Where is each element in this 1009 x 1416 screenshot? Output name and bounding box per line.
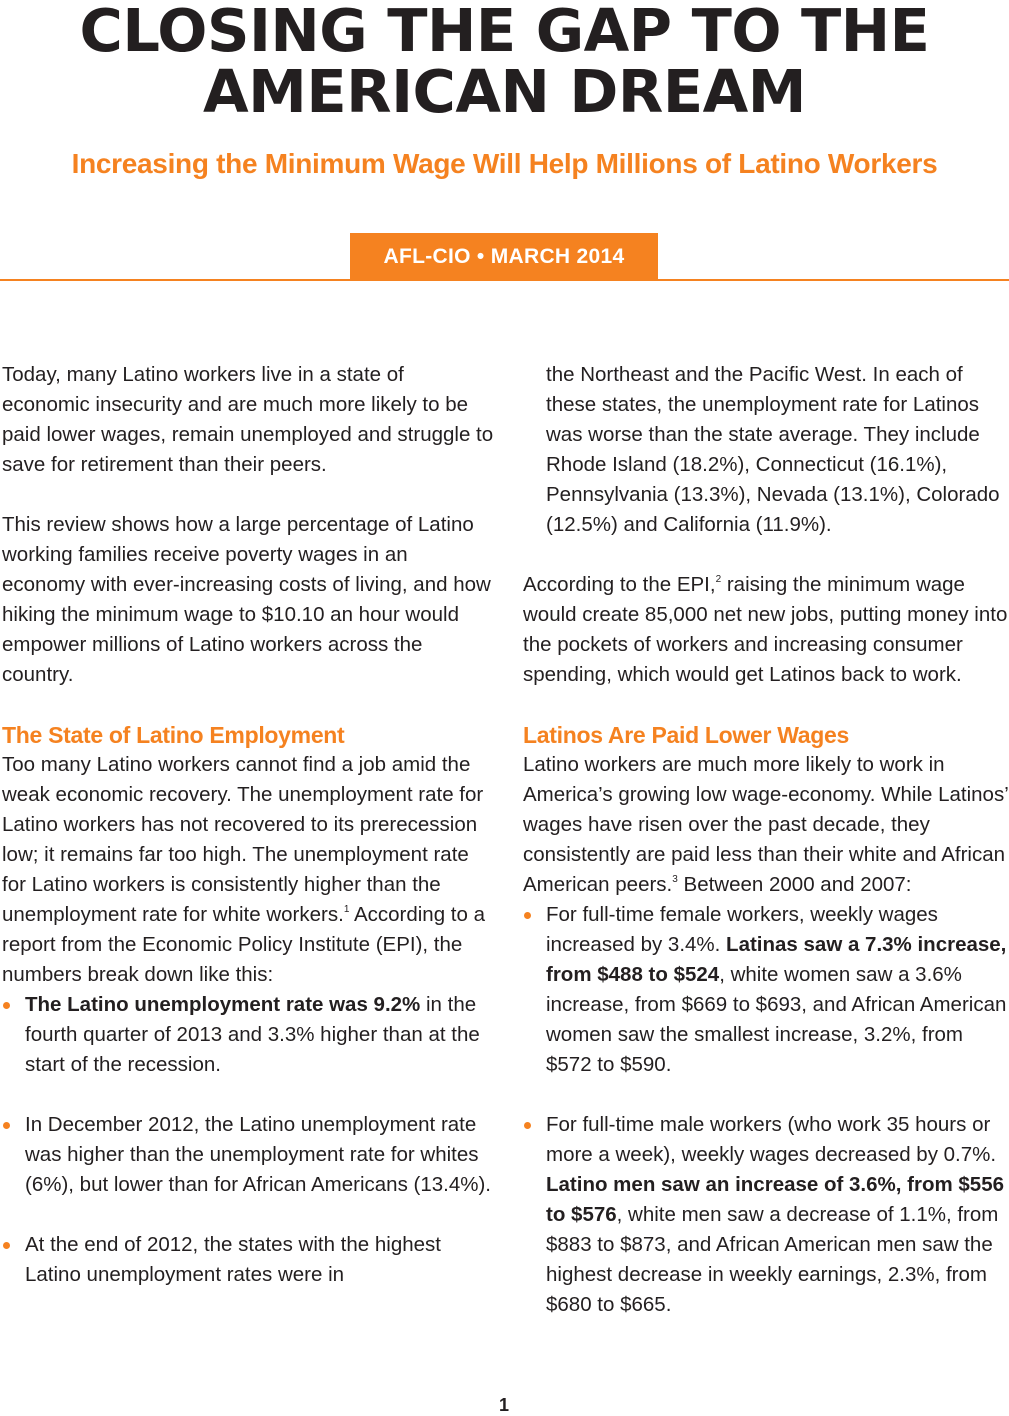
list-item: [2, 990, 494, 1080]
bullet-text: For full-time male workers (who work 35 hours or more a week), weekly wages decreased by 0.7%.: [546, 1113, 997, 1166]
list-item: [2, 1110, 494, 1200]
bullet-continuation: the Northeast and the Pacific West. In each of these states, the unemployment rate for Latinos was worse than the state average. They include Rhode Island (18.2%), Connecticut (16.1%), Pennsylvania (13.3%), Nevada (13.1%), Colorado (12.5%) and California (11.9%).: [546, 363, 1000, 536]
bullet-text: , white men saw a decrease of 1.1%, from $883 to $873, and African American men saw the highest decrease in weekly earnings, 2.3%, from $680 to $665.: [546, 1203, 999, 1316]
bullet-dot: [3, 1242, 10, 1249]
right-column: [523, 360, 1009, 1320]
list-item: [523, 900, 1009, 1080]
epi-text-b: raising the minimum wage would create 85,000 net new jobs, putting money into the pockets of workers and increasing consumer spending, which would get Latinos back to work.: [523, 573, 1008, 686]
section-heading-wages: Latinos Are Paid Lower Wages: [523, 722, 850, 748]
bullet-text: At the end of 2012, the states with the highest Latino unemployment rates were in: [25, 1233, 441, 1286]
bullet-bold-text: Latinas saw a 7.3% increase, from $488 to $524: [546, 933, 1007, 986]
wages-bullet-list: [523, 900, 1009, 1320]
employment-text-b: According to a report from the Economic Policy Institute (EPI), the numbers break down like this:: [2, 903, 485, 986]
footnote-ref-2: 2: [715, 574, 722, 585]
bullet-dot: [3, 1122, 10, 1129]
wages-paragraph: [523, 750, 1009, 900]
epi-paragraph: [523, 570, 1009, 690]
title-line-1: CLOSING THE GAP TO THE: [79, 0, 930, 65]
employment-bullet-list: [2, 990, 494, 1290]
list-item: [523, 1110, 1009, 1320]
bullet-bold-text: The Latino unemployment rate was 9.2%: [25, 993, 421, 1016]
section-heading-employment: The State of Latino Employment: [2, 722, 345, 748]
epi-text-a: According to the EPI,: [523, 573, 716, 596]
bullet-bold-text: Latino men saw an increase of 3.6%, from $556 to $576: [546, 1173, 1005, 1226]
intro-paragraph-1: Today, many Latino workers live in a state of economic insecurity and are much more likely to be paid lower wages, remain unemployed and struggle to save for retirement than their peers.: [2, 363, 494, 476]
page-number: 1: [498, 1395, 509, 1415]
bullet-dot: [524, 912, 531, 919]
bullet-text: , white women saw a 3.6% increase, from $669 to $693, and African American women saw the smallest increase, 3.2%, from $572 to $590.: [546, 963, 1007, 1076]
bullet-dot: [3, 1002, 10, 1009]
left-column: [2, 360, 494, 1290]
footnote-ref-3: 3: [672, 874, 678, 885]
wages-text-b: Between 2000 and 2007:: [677, 873, 912, 896]
bullet-text: In December 2012, the Latino unemployment rate was higher than the unemployment rate for whites (6%), but lower than for African Americans (13.4%).: [25, 1113, 492, 1196]
bullet-text: For full-time female workers, weekly wages increased by 3.4%.: [546, 903, 938, 956]
wages-text-a: Latino workers are much more likely to work in America’s growing low wage-economy. While Latinos’ wages have risen over the past decade, they consistently are paid less than their white and African American peers.: [523, 753, 1008, 896]
intro-paragraph-2: This review shows how a large percentage of Latino working families receive poverty wages in an economy with ever-increasing costs of living, and how hiking the minimum wage to $10.10 an hour would empower millions of Latino workers across the country.: [2, 513, 491, 686]
title-line-2: AMERICAN DREAM: [202, 57, 807, 126]
list-item: [2, 1230, 494, 1290]
document-title: [0, 0, 1009, 126]
org-date-badge: AFL-CIO • MARCH 2014: [350, 233, 658, 280]
bullet-dot: [524, 1122, 531, 1129]
document-subtitle: Increasing the Minimum Wage Will Help Millions of Latino Workers: [71, 148, 938, 179]
footnote-ref-1: 1: [343, 904, 350, 915]
bullet-text: in the fourth quarter of 2013 and 3.3% higher than at the start of the recession.: [25, 993, 480, 1076]
employment-paragraph: [2, 750, 494, 990]
employment-text-a: Too many Latino workers cannot find a job amid the weak economic recovery. The unemployment rate for Latino workers has not recovered to its prerecession low; it remains far too high. The unemployment rate for Latino workers is consistently higher than the unemployment rate for white workers.: [2, 753, 484, 926]
